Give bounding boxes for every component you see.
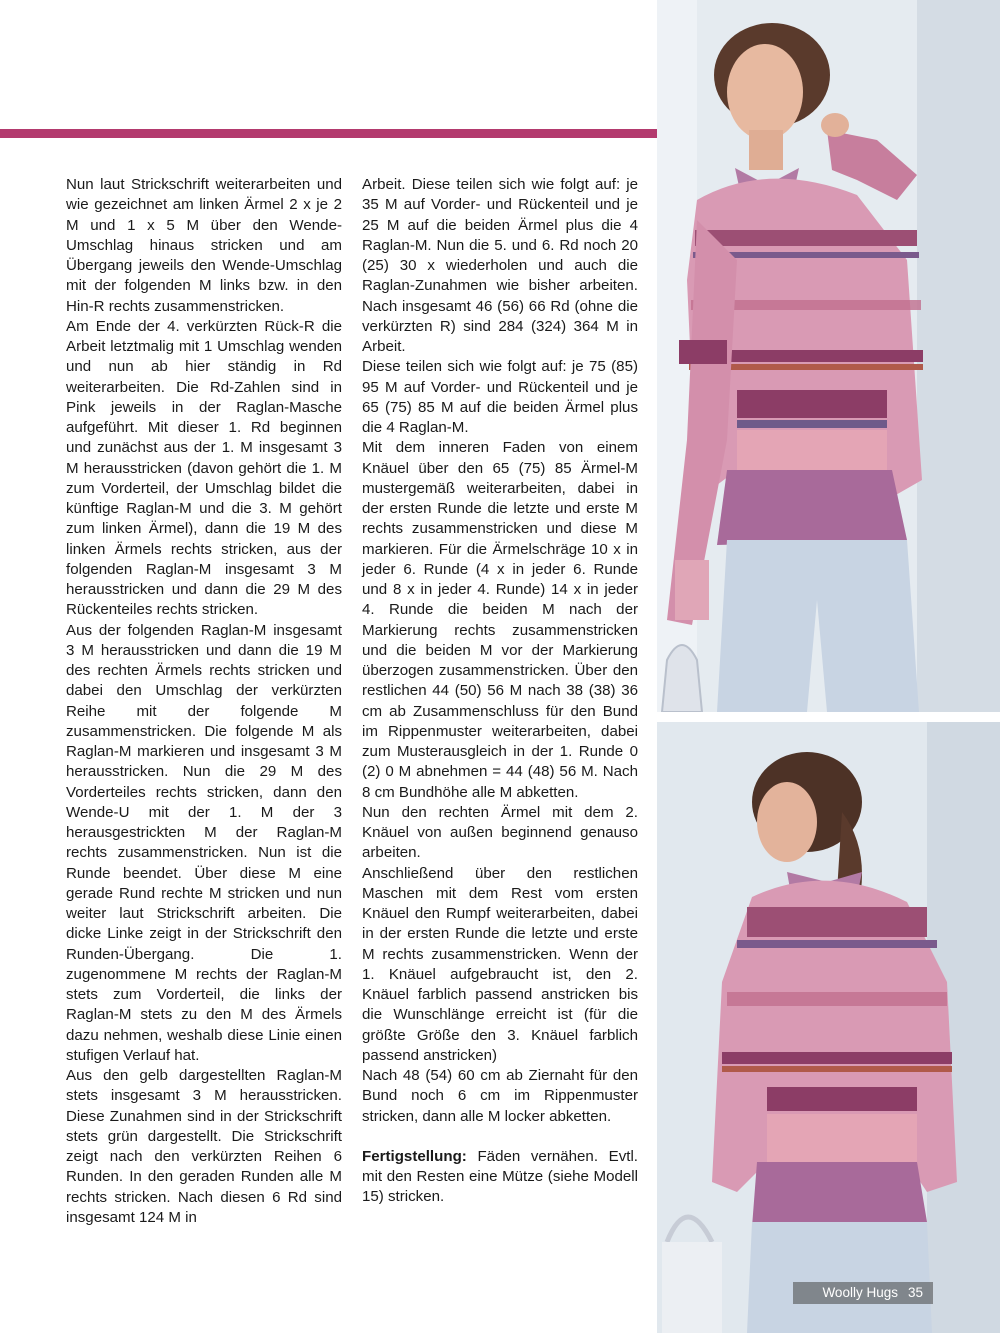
model-front-illustration bbox=[657, 0, 1000, 712]
paragraph: Mit dem inneren Faden von einem Knäuel über den 65 (75) 85 Ärmel-M mustergemäß weiterarbeiten, dabei in der ersten Runde die letzte und erste M rechts zusammenstricken und diese M markieren. Für die Ärmelschräge 10 x in jeder 6. Runde (4 x in jeder 6. Runde und 8 x in jeder 4. Runde) 14 x in jeder 4. Runde die beiden M nach der Markierung rechts zusammenstricken und die beiden M vor der Markierung überzogen zusammenstricken. Über den restlichen 44 (50) 56 M nach 38 (38) 36 cm ab Zusammenschluss für den Bund im Rippenmuster weiterarbeiten, dabei zum Musterausgleich in der 1. Runde 0 (2) 0 M abnehmen = 44 (48) 56 M. Nach 8 cm Bundhöhe alle M abketten. bbox=[362, 439, 638, 801]
accent-bar bbox=[0, 129, 657, 138]
right-text-column bbox=[362, 175, 638, 1208]
paragraph: Nach 48 (54) 60 cm ab Ziernaht für den Bund noch 6 cm im Rippenmuster stricken, dann alle M locker abketten. bbox=[362, 1067, 638, 1125]
model-front-photo bbox=[657, 0, 1000, 712]
finishing-paragraph bbox=[362, 1147, 638, 1208]
left-text-column bbox=[66, 175, 342, 1228]
page-number: 35 bbox=[907, 1285, 923, 1300]
paragraph: Diese teilen sich wie folgt auf: je 75 (85) 95 M auf Vorder- und Rückenteil und je 65 (75) 85 M auf die beiden Ärmel plus die 4 Raglan-M. bbox=[362, 358, 638, 436]
model-back-illustration bbox=[657, 722, 1000, 1333]
paragraph: Nun laut Strickschrift weiterarbeiten und wie gezeichnet am linken Ärmel 2 x je 2 M und 1 x 5 M über den Wende-Umschlag hinaus stricken und am Übergang jeweils den Wende-Umschlag mit der folgenden M links bzw. in den Hin-R rechts zusammenstricken. bbox=[66, 176, 342, 315]
paragraph: Aus den gelb dargestellten Raglan-M stets insgesamt 3 M herausstricken. Diese Zunahmen sind in der Strickschrift stets grün dargestellt. Die Strickschrift zeigt nach den verkürzten Reihen 6 Runden. In den geraden Runden alle M rechts stricken. Nach diesen 6 Rd sind insgesamt 124 M in bbox=[66, 1067, 342, 1226]
footer-brand: Woolly Hugs bbox=[822, 1285, 898, 1300]
paragraph: Am Ende der 4. verkürzten Rück-R die Arbeit letztmalig mit 1 Umschlag wenden und nun ab hier ständig in Rd weiterarbeiten. Die Rd-Zahlen sind in Pink jeweils in der Raglan-Masche aufgeführt. Mit dieser 1. Rd beginnen und zunächst aus der 1. M insgesamt 3 M herausstricken (davon gehört die 1. M zum Vorderteil, der Umschlag bildet die künftige Raglan-M und die 3. M gehört zum linken Ärmel), dann die 19 M des linken Ärmels rechts stricken, aus der folgenden Raglan-M insgesamt 3 M herausstricken und dann die 29 M des Rückenteiles rechts stricken. bbox=[66, 317, 342, 619]
finishing-label: Fertigstellung: bbox=[362, 1147, 467, 1165]
paragraph: Arbeit. Diese teilen sich wie folgt auf: je 35 M auf Vorder- und Rückenteil und je 25 M auf die beiden Ärmel plus die 4 Raglan-M. Nun die 5. und 6. Rd noch 20 (25) 30 x wiederholen und auch die Raglan-Zunahmen wie bisher arbeiten. Nach insgesamt 46 (56) 66 Rd (ohne die verkürzten R) sind 284 (324) 364 M in Arbeit. bbox=[362, 176, 638, 355]
page-footer bbox=[793, 1282, 933, 1304]
model-back-photo bbox=[657, 722, 1000, 1333]
paragraph: Nun den rechten Ärmel mit dem 2. Knäuel von außen beginnend genauso arbeiten. bbox=[362, 803, 638, 862]
paragraph: Anschließend über den restlichen Maschen mit dem Rest vom ersten Knäuel den Rumpf weiterarbeiten, dabei in der ersten Runde die letzte und erste M rechts zusammenstricken. Wenn der 1. Knäuel aufgebraucht ist, den 2. Knäuel farblich passend anstricken bis die Wunschlänge erreicht ist (für die größte Größe den 3. Knäuel farblich passend anstricken) bbox=[362, 864, 638, 1064]
paragraph: Aus der folgenden Raglan-M insgesamt 3 M herausstricken und dann die 19 M des rechten Ärmels rechts stricken und dabei den Umschlag der verkürzten Reihe mit der folgende M zusammenstricken. Die folgende M als Raglan-M markieren und insgesamt 3 M herausstricken. Nun die 29 M des Vorderteiles rechts stricken, dann den Wende-U mit der 1. M der 3 herausgestrickten M der Raglan-M rechts zusammenstricken. Nun ist die Runde beendet. Über diese M eine gerade Rund rechte M stricken und nun weiter laut Strickschrift arbeiten. Die dicke Linke zeigt in der Strickschrift den Runden-Übergang. Die 1. zugenommene M rechts der Raglan-M stets zum Vorderteil, die links der Raglan-M stets zu den M des Ärmels dazu nehmen, weshalb diese Linie einen stufigen Verlauf hat. bbox=[66, 621, 342, 1064]
finishing-text: Fäden vernähen. Evtl. mit den Resten eine Mütze (siehe Modell 15) stricken. bbox=[362, 1147, 638, 1206]
